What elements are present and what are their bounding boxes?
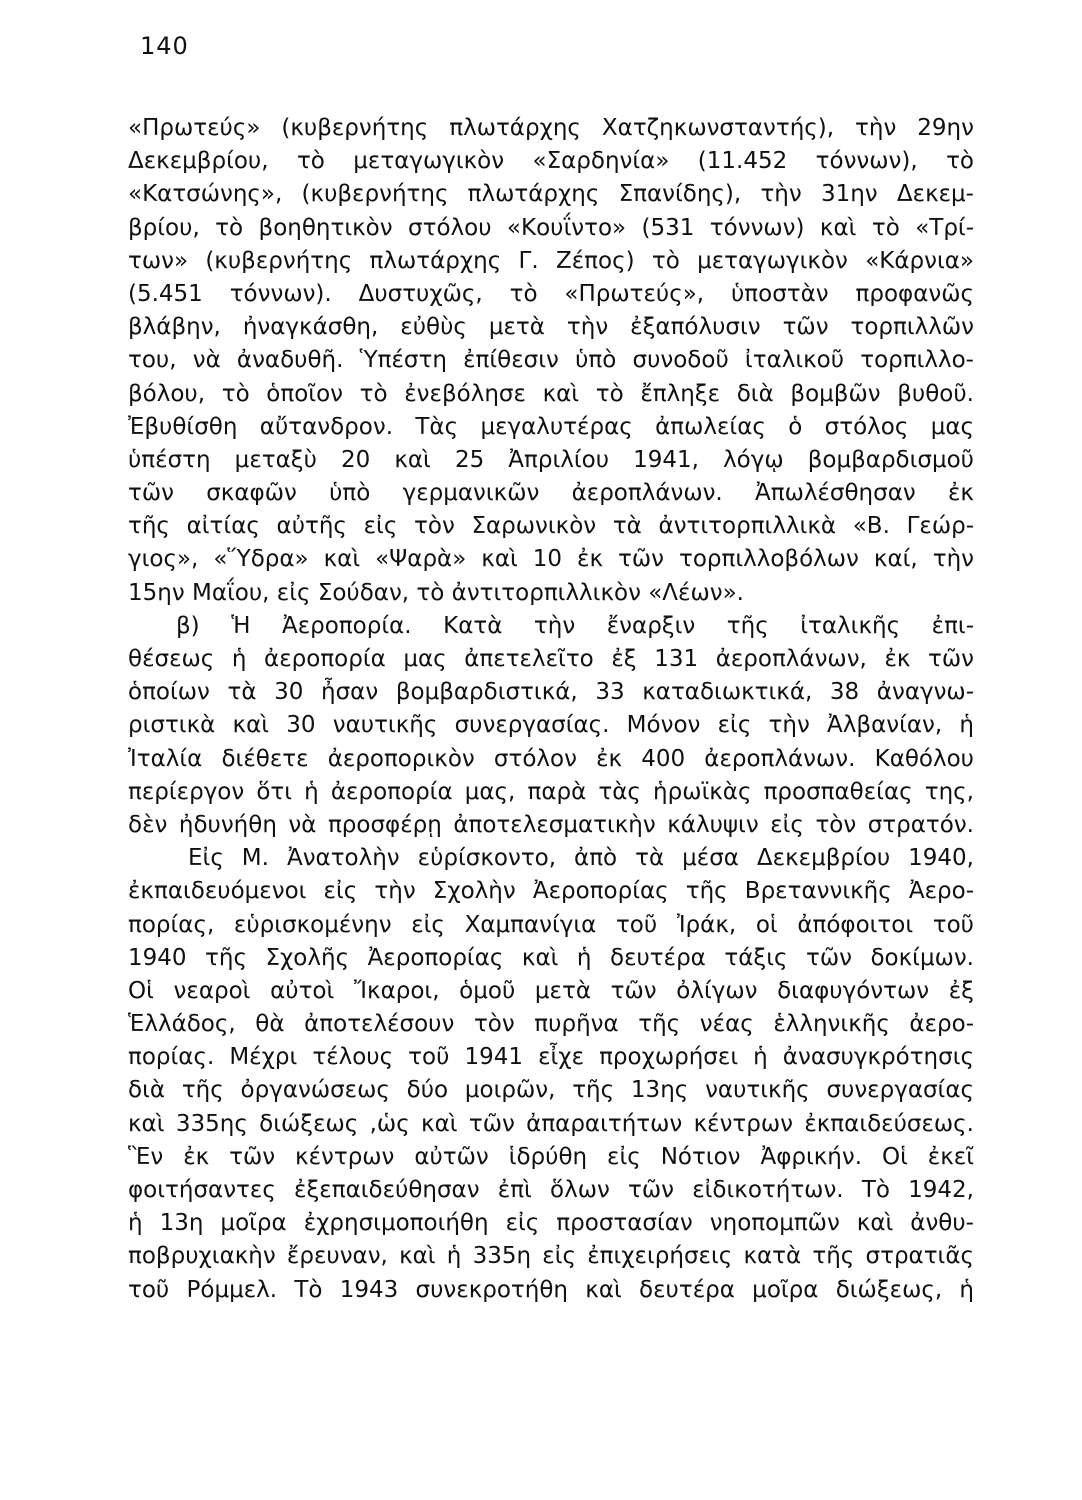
text-line: 15ην Μαΐου, εἰς Σούδαν, τὸ ἀντιτορπιλλικὸν «Λέων». [128,579,744,606]
text-line: ποβρυχιακὴν ἔρευναν, καὶ ἡ 335η εἰς ἐπιχειρήσεις κατὰ τῆς στρατιᾶς [128,1243,974,1270]
text-line: ριστικὰ καὶ 30 ναυτικῆς συνεργασίας. Μόνον εἰς τὴν Ἀλβανίαν, ἡ [128,712,974,739]
text-line: περίεργον ὅτι ἡ ἀεροπορία μας, παρὰ τὰς ἡρωϊκὰς προσπαθείας της, [128,778,974,805]
text-line: βόλου, τὸ ὁποῖον τὸ ἐνεβόλησε καὶ τὸ ἔπληξε διὰ βομβῶν βυθοῦ. [128,380,974,407]
text-line: (5.451 τόννων). Δυστυχῶς, τὸ «Πρωτεύς», ὑποστὰν προφανῶς [128,280,974,307]
text-line: Ἓν ἐκ τῶν κέντρων αὐτῶν ἱδρύθη εἰς Νότιον Ἀφρικήν. Οἱ ἐκεῖ [128,1143,974,1170]
text-line: β) Ἡ Ἀεροπορία. Κατὰ τὴν ἔναρξιν τῆς ἰταλικῆς ἐπι- [176,612,974,639]
text-line: Δεκεμβρίου, τὸ μεταγωγικὸν «Σαρδηνία» (11.452 τόννων), τὸ [128,148,974,175]
page-number: 140 [140,32,189,60]
text-line: γιος», «Ὕδρα» καὶ «Ψαρὰ» καὶ 10 ἐκ τῶν τορπιλλοβόλων καί, τὴν [128,546,974,573]
text-line: τῶν σκαφῶν ὑπὸ γερμανικῶν ἀεροπλάνων. Ἀπωλέσθησαν ἐκ [128,480,974,507]
text-line: των» (κυβερνήτης πλωτάρχης Γ. Ζέπος) τὸ μεταγωγικὸν «Κάρνια» [128,247,974,274]
text-line: «Κατσώνης», (κυβερνήτης πλωτάρχης Σπανίδης), τὴν 31ην Δεκεμ- [128,181,974,208]
text-line: θέσεως ἡ ἀεροπορία μας ἀπετελεῖτο ἐξ 131 ἀεροπλάνων, ἐκ τῶν [128,646,974,672]
text-line: «Πρωτεύς» (κυβερνήτης πλωτάρχης Χατζηκωνσταντής), τὴν 29ην [128,115,974,141]
text-line: πορίας. Μέχρι τέλους τοῦ 1941 εἶχε προχωρήσει ἡ ἀνασυγκρότησις [128,1044,974,1071]
text-line: πορίας, εὑρισκομένην εἰς Χαμπανίγια τοῦ Ἰράκ, οἱ ἀπόφοιτοι τοῦ [128,911,974,938]
text-line: Ἰταλία διέθετε ἀεροπορικὸν στόλον ἐκ 400 ἀεροπλάνων. Καθόλου [128,745,974,772]
text-line: φοιτήσαντες ἐξεπαιδεύθησαν ἐπὶ ὅλων τῶν εἰδικοτήτων. Τὸ 1942, [128,1177,974,1203]
text-line: ἐκπαιδευόμενοι εἰς τὴν Σχολὴν Ἀεροπορίας τῆς Βρεταννικῆς Ἀερο- [128,878,974,905]
text-line: καὶ 335ης διώξεως ,ὡς καὶ τῶν ἀπαραιτήτων κέντρων ἐκπαιδεύσεως. [128,1110,974,1137]
text-line: Οἱ νεαροὶ αὐτοὶ Ἴκαροι, ὁμοῦ μετὰ τῶν ὀλίγων διαφυγόντων ἐξ [128,977,974,1004]
body-text [128,112,974,1307]
text-line: δὲν ἠδυνήθη νὰ προσφέρῃ ἀποτελεσματικὴν κάλυψιν εἰς τὸν στρατόν. [128,811,974,838]
text-line: βρίου, τὸ βοηθητικὸν στόλου «Κουΐντο» (531 τόννων) καὶ τὸ «Τρί- [128,214,974,241]
text-line: του, νὰ ἀναδυθῆ. Ὑπέστη ἐπίθεσιν ὑπὸ συνοδοῦ ἰταλικοῦ τορπιλλο- [128,347,974,374]
text-line: τῆς αἰτίας αὐτῆς εἰς τὸν Σαρωνικὸν τὰ ἀντιτορπιλλικὰ «Β. Γεώρ- [128,513,974,540]
text-line: Ἑλλάδος, θὰ ἀποτελέσουν τὸν πυρῆνα τῆς νέας ἑλληνικῆς ἀερο- [128,1011,974,1038]
text-line: βλάβην, ἠναγκάσθη, εὐθὺς μετὰ τὴν ἐξαπόλυσιν τῶν τορπιλλῶν [128,314,974,341]
text-line: τοῦ Ρόμμελ. Τὸ 1943 συνεκροτήθη καὶ δευτέρα μοῖρα διώξεως, ἡ [128,1276,974,1303]
text-line: ὁποίων τὰ 30 ἦσαν βομβαρδιστικά, 33 καταδιωκτικά, 38 ἀναγνω- [128,679,974,706]
text-line: Εἰς Μ. Ἀνατολὴν εὑρίσκοντο, ἀπὸ τὰ μέσα Δεκεμβρίου 1940, [188,845,974,872]
text-line: διὰ τῆς ὀργανώσεως δύο μοιρῶν, τῆς 13ης ναυτικῆς συνεργασίας [128,1077,974,1104]
text-line: Ἐβυθίσθη αὔτανδρον. Τὰς μεγαλυτέρας ἀπωλείας ὁ στόλος μας [128,413,974,440]
text-line: ὑπέστη μεταξὺ 20 καὶ 25 Ἀπριλίου 1941, λόγῳ βομβαρδισμοῦ [128,446,974,473]
text-line: 1940 τῆς Σχολῆς Ἀεροπορίας καὶ ἡ δευτέρα τάξις τῶν δοκίμων. [128,944,974,971]
text-line: ἡ 13η μοῖρα ἐχρησιμοποιήθη εἰς προστασίαν νηοπομπῶν καὶ ἀνθυ- [128,1210,974,1237]
